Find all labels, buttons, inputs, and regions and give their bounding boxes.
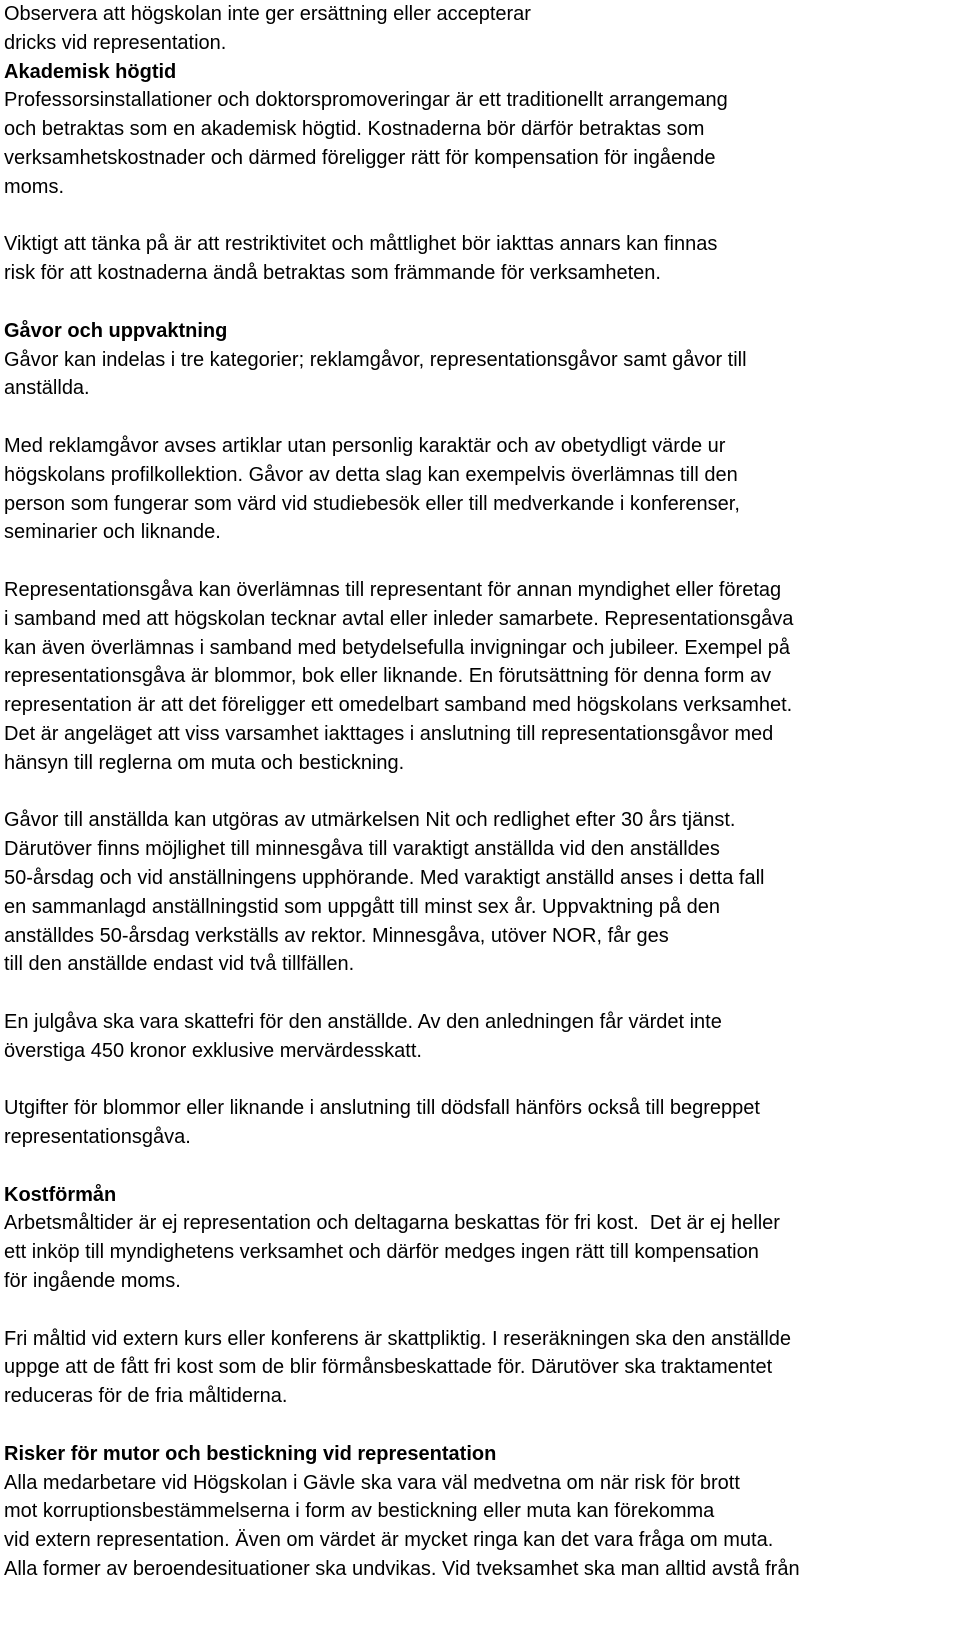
text-line: och betraktas som en akademisk högtid. Kostnaderna bör därför betraktas som [4, 118, 705, 141]
paragraph [4, 1008, 960, 1066]
paragraph [4, 576, 960, 778]
text-line: verksamhetskostnader och därmed föreligger rätt för kompensation för ingående [4, 146, 716, 169]
text-line: uppge att de fått fri kost som de blir förmånsbeskattade för. Därutöver ska traktamentet [4, 1356, 773, 1379]
paragraph [4, 1325, 960, 1411]
text-line: högskolans profilkollektion. Gåvor av detta slag kan exempelvis överlämnas till den [4, 463, 738, 486]
paragraph [4, 1469, 960, 1584]
text-line: Det är angeläget att viss varsamhet iakttages i anslutning till representationsgåvor med [4, 722, 774, 745]
paragraph-spacer [4, 778, 960, 807]
text-line: representation är att det föreligger ett omedelbart samband med högskolans verksamhet. [4, 694, 793, 717]
text-line: representationsgåva är blommor, bok eller liknande. En förutsättning för denna form av [4, 665, 772, 688]
paragraph [4, 1094, 960, 1152]
text-line: Representationsgåva kan överlämnas till representant för annan myndighet eller företag [4, 578, 782, 601]
text-line: anställda. [4, 377, 90, 400]
text-line: mot korruptionsbestämmelserna i form av bestickning eller muta kan förekomma [4, 1500, 715, 1523]
text-line: Utgifter för blommor eller liknande i anslutning till dödsfall hänförs också till begreppet [4, 1097, 760, 1120]
text-line: vid extern representation. Även om värdet är mycket ringa kan det vara fråga om muta. [4, 1529, 774, 1552]
text-line: Observera att högskolan inte ger ersättning eller accepterar [4, 3, 531, 25]
paragraph-spacer [4, 403, 960, 432]
paragraph-spacer [4, 1411, 960, 1440]
text-line: Viktigt att tänka på är att restriktivitet och måttlighet bör iakttas annars kan finnas [4, 233, 718, 256]
document-page [4, 0, 960, 1584]
text-line: för ingående moms. [4, 1270, 181, 1293]
text-line: person som fungerar som värd vid studiebesök eller till medverkande i konferenser, [4, 492, 740, 515]
paragraph-spacer [4, 1065, 960, 1094]
text-line: Med reklamgåvor avses artiklar utan personlig karaktär och av obetydligt värde ur [4, 434, 726, 457]
text-line: reduceras för de fria måltiderna. [4, 1385, 288, 1408]
text-line: Alla medarbetare vid Högskolan i Gävle ska vara väl medvetna om när risk för brott [4, 1471, 740, 1494]
text-line: hänsyn till reglerna om muta och bestickning. [4, 751, 405, 774]
text-line: representationsgåva. [4, 1126, 191, 1149]
text-line: 50-årsdag och vid anställningens upphörande. Med varaktigt anställd anses i detta fall [4, 866, 765, 889]
paragraph-spacer [4, 547, 960, 576]
paragraph-spacer [4, 202, 960, 231]
text-line: seminarier och liknande. [4, 521, 221, 544]
text-line: Arbetsmåltider är ej representation och deltagarna beskattas för fri kost. Det är ej heller [4, 1212, 780, 1235]
text-line: Gåvor kan indelas i tre kategorier; reklamgåvor, representationsgåvor samt gåvor till [4, 348, 747, 371]
section-heading: Gåvor och uppvaktning [4, 319, 228, 342]
paragraph [4, 806, 960, 979]
text-line: risk för att kostnaderna ändå betraktas som främmande för verksamheten. [4, 262, 661, 285]
paragraph [4, 0, 960, 58]
section-heading: Kostförmån [4, 1183, 117, 1206]
section-heading: Risker för mutor och bestickning vid representation [4, 1442, 497, 1465]
text-line: i samband med att högskolan tecknar avtal eller inleder samarbete. Representationsgåva [4, 607, 794, 630]
text-line: Fri måltid vid extern kurs eller konferens är skattpliktig. I reseräkningen ska den anställde [4, 1327, 792, 1350]
text-line: Gåvor till anställda kan utgöras av utmärkelsen Nit och redlighet efter 30 års tjänst. [4, 809, 736, 832]
text-line: En julgåva ska vara skattefri för den anställde. Av den anledningen får värdet inte [4, 1010, 722, 1033]
paragraph-spacer [4, 1296, 960, 1325]
text-line: till den anställde endast vid två tillfällen. [4, 953, 355, 976]
paragraph [4, 1209, 960, 1295]
paragraph [4, 230, 960, 288]
text-line: överstiga 450 kronor exklusive mervärdesskatt. [4, 1039, 422, 1062]
text-line: dricks vid representation. [4, 31, 227, 54]
text-line: Alla former av beroendesituationer ska undvikas. Vid tveksamhet ska man alltid avstå från [4, 1558, 800, 1581]
text-line: moms. [4, 175, 64, 198]
text-line: anställdes 50-årsdag verkställs av rektor. Minnesgåva, utöver NOR, får ges [4, 924, 669, 947]
text-line: Professorsinstallationer och doktorspromoveringar är ett traditionellt arrangemang [4, 89, 728, 112]
paragraph [4, 86, 960, 201]
paragraph-spacer [4, 1152, 960, 1181]
text-line: ett inköp till myndighetens verksamhet och därför medges ingen rätt till kompensation [4, 1241, 759, 1264]
section-heading: Akademisk högtid [4, 60, 177, 83]
paragraph [4, 432, 960, 547]
paragraph-spacer [4, 288, 960, 317]
paragraph-spacer [4, 979, 960, 1008]
text-line: Därutöver finns möjlighet till minnesgåva till varaktigt anställda vid den anställdes [4, 838, 720, 861]
text-line: kan även överlämnas i samband med betydelsefulla invigningar och jubileer. Exempel på [4, 636, 791, 659]
paragraph [4, 346, 960, 404]
text-line: en sammanlagd anställningstid som uppgått till minst sex år. Uppvaktning på den [4, 895, 720, 918]
